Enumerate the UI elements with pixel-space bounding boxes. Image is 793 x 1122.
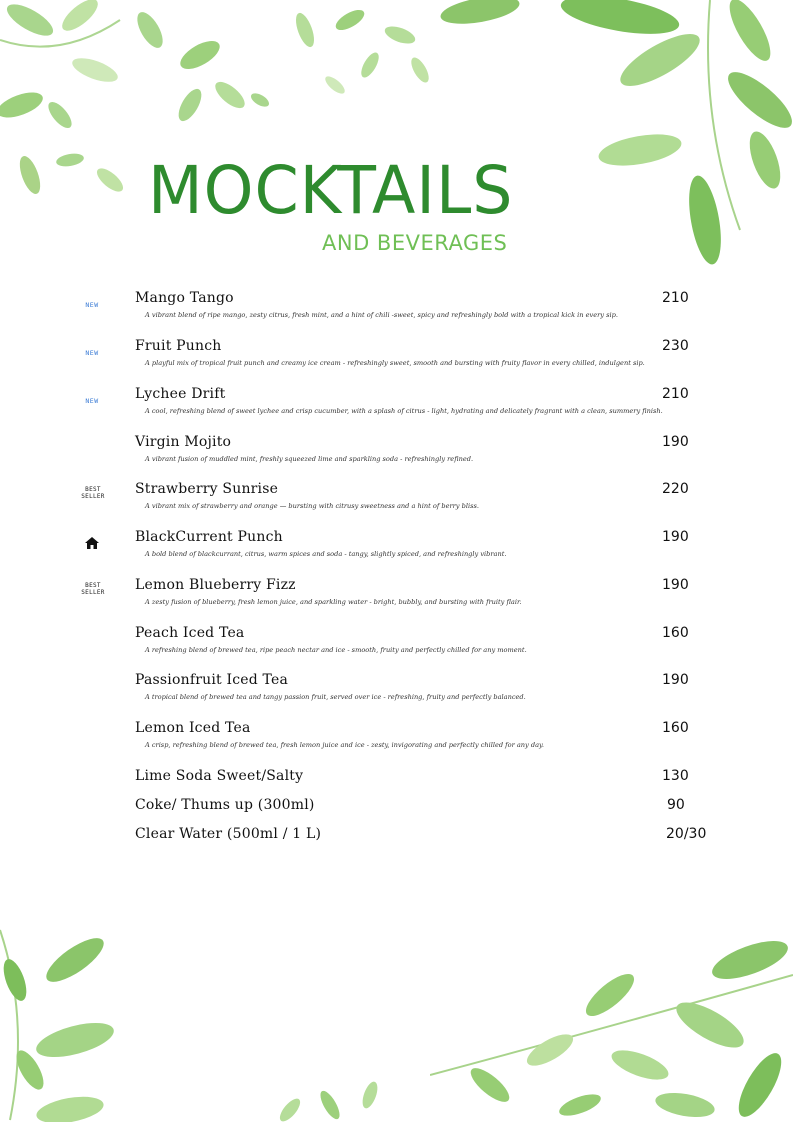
item-description: A tropical blend of brewed tea and tangy passion fruit, served over ice - refreshing, fruity and perfectly balanced. xyxy=(145,693,526,701)
item-description: A vibrant blend of ripe mango, zesty citrus, fresh mint, and a hint of chili -sweet, spicy and refreshingly bold with a tropical kick in every sip. xyxy=(145,311,618,319)
item-description: A zesty fusion of blueberry, fresh lemon juice, and sparkling water - bright, bubbly, and bursting with fruity flair. xyxy=(145,598,522,606)
item-price: 210 xyxy=(662,290,689,306)
item-name: Virgin Mojito xyxy=(135,434,232,450)
item-name: Lychee Drift xyxy=(135,386,226,402)
item-price: 190 xyxy=(662,577,689,593)
item-name: Peach Iced Tea xyxy=(135,625,245,641)
best-seller-badge: BEST SELLER xyxy=(81,486,105,500)
item-price: 90 xyxy=(667,797,685,813)
item-description: A playful mix of tropical fruit punch and creamy ice cream - refreshingly sweet, smooth and bursting with fruity flavor in every chilled, indulgent sip. xyxy=(145,359,645,367)
item-name: Lime Soda Sweet/Salty xyxy=(135,768,304,784)
item-name: Clear Water (500ml / 1 L) xyxy=(135,826,322,842)
item-price: 210 xyxy=(662,386,689,402)
item-name: Strawberry Sunrise xyxy=(135,481,279,497)
item-price: 130 xyxy=(662,768,689,784)
page-subtitle: AND BEVERAGES xyxy=(322,231,508,255)
leaves-bottom-center-decoration xyxy=(270,1070,410,1122)
house-icon xyxy=(70,535,114,554)
leaves-bottom-right-decoration xyxy=(430,915,793,1122)
item-price: 20/30 xyxy=(666,826,707,842)
item-description: A vibrant fusion of muddled mint, freshly squeezed lime and sparkling soda - refreshingly refined. xyxy=(145,455,474,463)
item-name: Mango Tango xyxy=(135,290,234,306)
item-price: 190 xyxy=(662,529,689,545)
item-price: 160 xyxy=(662,720,689,736)
best-seller-badge: BEST SELLER xyxy=(81,582,105,596)
item-price: 160 xyxy=(662,625,689,641)
item-description: A vibrant mix of strawberry and orange — bursting with citrusy sweetness and a hint of berry bliss. xyxy=(145,502,479,510)
item-name: Fruit Punch xyxy=(135,338,222,354)
item-description: A refreshing blend of brewed tea, ripe peach nectar and ice - smooth, fruity and perfectly chilled for any moment. xyxy=(145,646,527,654)
item-price: 190 xyxy=(662,672,689,688)
item-name: Lemon Blueberry Fizz xyxy=(135,577,296,593)
item-name: Passionfruit Iced Tea xyxy=(135,672,289,688)
item-price: 230 xyxy=(662,338,689,354)
item-price: 190 xyxy=(662,434,689,450)
item-name: BlackCurrent Punch xyxy=(135,529,283,545)
item-description: A bold blend of blackcurrant, citrus, warm spices and soda - tangy, slightly spiced, and refreshingly vibrant. xyxy=(145,550,507,558)
title-text: MOCKTAILS xyxy=(148,152,514,229)
leaves-bottom-left-decoration xyxy=(0,920,140,1122)
new-badge: NEW xyxy=(85,301,99,309)
item-name: Coke/ Thums up (300ml) xyxy=(135,797,315,813)
new-badge: NEW xyxy=(85,349,99,357)
item-description: A cool, refreshing blend of sweet lychee and crisp cucumber, with a splash of citrus - light, hydrating and delicately fragrant with a clean, summery finish. xyxy=(145,407,663,415)
item-description: A crisp, refreshing blend of brewed tea, fresh lemon juice and ice - zesty, invigorating and perfectly chilled for any day. xyxy=(145,741,544,749)
item-price: 220 xyxy=(662,481,689,497)
page-title xyxy=(148,152,528,229)
item-name: Lemon Iced Tea xyxy=(135,720,251,736)
new-badge: NEW xyxy=(85,397,99,405)
